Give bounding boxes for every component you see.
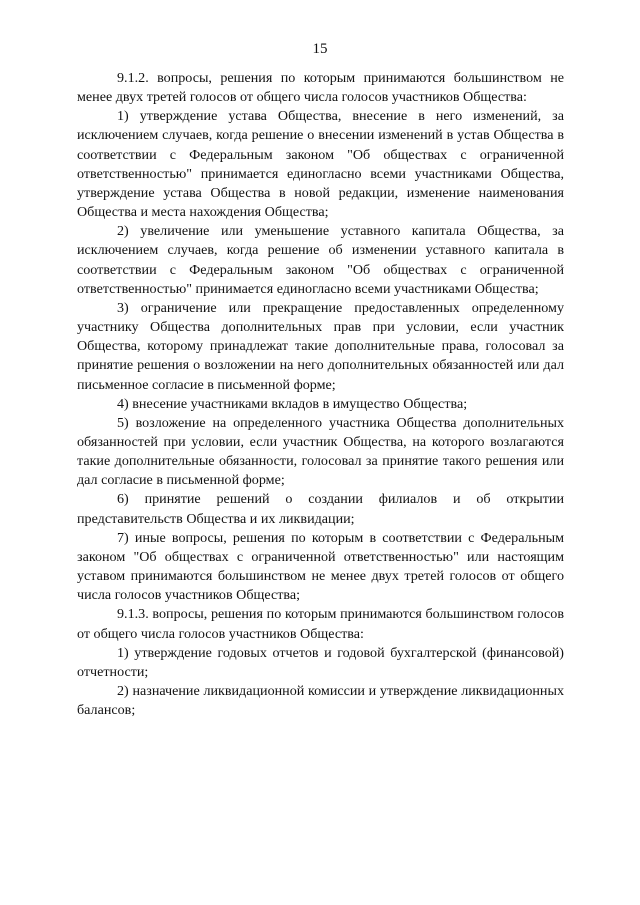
clause-9-1-2-item-5: 5) возложение на определенного участника Общества дополнительных обязанностей при условии, если участник Общества, на которого возлагаются такие дополнительные обязанности, голосовал за принятие такого решения или дал согласие в письменной форме; <box>77 414 564 489</box>
page-number: 15 <box>312 41 328 57</box>
clause-9-1-2-intro: 9.1.2. вопросы, решения по которым принимаются большинством не менее двух третей голосов от общего числа голосов участников Общества: <box>77 70 564 106</box>
clause-9-1-3-intro: 9.1.3. вопросы, решения по которым принимаются большинством голосов от общего числа голосов участников Общества: <box>77 606 564 642</box>
clause-9-1-2-item-4: 4) внесение участниками вкладов в имущество Общества; <box>117 395 468 412</box>
clause-9-1-2-item-1: 1) утверждение устава Общества, внесение в него изменений, за исключением случаев, когда решение о внесении изменений в устав Общества в соответствии с Федеральным законом "Об обществах с ограниченной ответственностью" принимается единогласно всеми участниками Общества, утверждение устава Общества в новой редакции, изменение наименования Общества и места нахождения Общества; <box>77 108 564 221</box>
document-body <box>77 69 564 720</box>
clause-9-1-2-item-3: 3) ограничение или прекращение предоставленных определенному участнику Общества дополнительных прав при условии, если участник Общества, которому принадлежат такие дополнительные права, голосовал за принятие решения о возложении на него дополнительных обязанностей или дал письменное согласие в письменной форме; <box>77 299 564 393</box>
clause-9-1-3-item-1: 1) утверждение годовых отчетов и годовой бухгалтерской (финансовой) отчетности; <box>77 644 564 680</box>
clause-9-1-2-item-7: 7) иные вопросы, решения по которым в соответствии с Федеральным законом "Об обществах с ограниченной ответственностью" или настоящим уставом принимаются большинством не менее двух третей голосов от общего числа голосов участников Общества; <box>77 529 564 604</box>
clause-9-1-3-item-2: 2) назначение ликвидационной комиссии и утверждение ликвидационных балансов; <box>77 683 564 719</box>
clause-9-1-2-item-2: 2) увеличение или уменьшение уставного капитала Общества, за исключением случаев, когда решение об изменении уставного капитала в соответствии с Федеральным законом "Об обществах с ограниченной ответственностью" принимается единогласно всеми участниками Общества; <box>77 223 564 297</box>
clause-9-1-2-item-6: 6) принятие решений о создании филиалов и об открытии представительств Общества и их ликвидации; <box>77 491 564 527</box>
